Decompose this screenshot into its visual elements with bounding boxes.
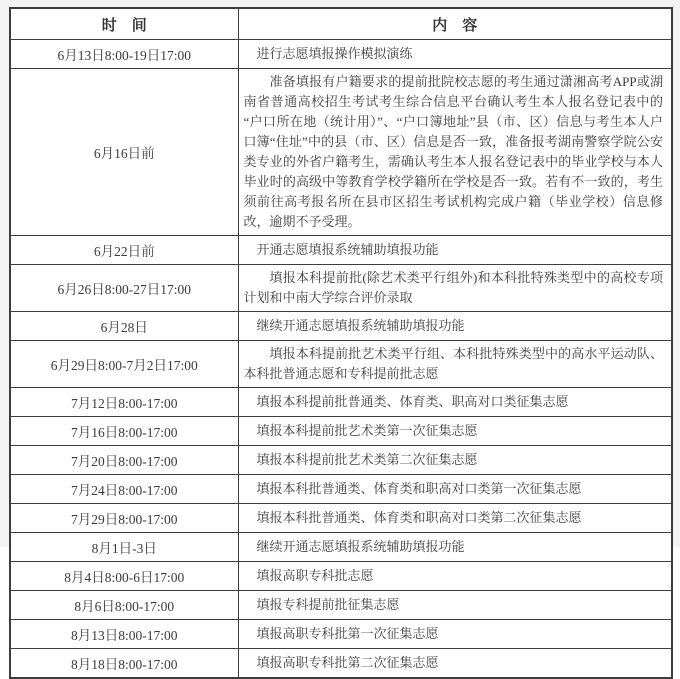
time-cell: 8月18日8:00-17:00 <box>10 649 238 679</box>
content-cell: 继续开通志愿填报系统辅助填报功能 <box>238 533 672 562</box>
time-cell: 7月24日8:00-17:00 <box>10 475 238 504</box>
time-cell: 8月6日8:00-17:00 <box>10 591 238 620</box>
content-cell: 填报专科提前批征集志愿 <box>238 591 672 620</box>
table-row <box>10 236 672 265</box>
column-header-time: 时 间 <box>10 8 238 40</box>
time-cell: 6月13日8:00-19日17:00 <box>10 40 238 69</box>
content-cell: 填报高职专科批第二次征集志愿 <box>238 649 672 679</box>
time-cell: 7月12日8:00-17:00 <box>10 388 238 417</box>
table-row <box>10 417 672 446</box>
table-row <box>10 562 672 591</box>
time-cell: 8月1日-3日 <box>10 533 238 562</box>
time-cell: 6月26日8:00-27日17:00 <box>10 265 238 312</box>
table-row <box>10 446 672 475</box>
time-cell: 7月20日8:00-17:00 <box>10 446 238 475</box>
table-row <box>10 69 672 236</box>
content-cell: 进行志愿填报操作模拟演练 <box>238 40 672 69</box>
table-row <box>10 388 672 417</box>
content-cell: 填报本科提前批普通类、体育类、职高对口类征集志愿 <box>238 388 672 417</box>
schedule-table <box>9 7 673 679</box>
table-row <box>10 341 672 388</box>
content-cell: 填报本科提前批艺术类第一次征集志愿 <box>238 417 672 446</box>
table-row <box>10 620 672 649</box>
header-row <box>10 8 672 40</box>
content-cell: 填报本科批普通类、体育类和职高对口类第二次征集志愿 <box>238 504 672 533</box>
time-cell: 6月28日 <box>10 312 238 341</box>
table-row <box>10 475 672 504</box>
table-row <box>10 649 672 679</box>
table-row <box>10 40 672 69</box>
content-cell: 填报高职专科批志愿 <box>238 562 672 591</box>
time-cell: 6月29日8:00-7月2日17:00 <box>10 341 238 388</box>
table-row <box>10 265 672 312</box>
content-cell: 继续开通志愿填报系统辅助填报功能 <box>238 312 672 341</box>
column-header-content: 内 容 <box>238 8 672 40</box>
table-row <box>10 504 672 533</box>
time-cell: 7月29日8:00-17:00 <box>10 504 238 533</box>
time-cell: 7月16日8:00-17:00 <box>10 417 238 446</box>
content-cell: 填报高职专科批第一次征集志愿 <box>238 620 672 649</box>
table-row <box>10 591 672 620</box>
content-cell: 填报本科批普通类、体育类和职高对口类第一次征集志愿 <box>238 475 672 504</box>
time-cell: 8月13日8:00-17:00 <box>10 620 238 649</box>
content-cell: 填报本科提前批艺术类第二次征集志愿 <box>238 446 672 475</box>
table-row <box>10 533 672 562</box>
time-cell: 6月16日前 <box>10 69 238 236</box>
content-cell: 开通志愿填报系统辅助填报功能 <box>238 236 672 265</box>
time-cell: 8月4日8:00-6日17:00 <box>10 562 238 591</box>
table-row <box>10 312 672 341</box>
content-cell: 填报本科提前批艺术类平行组、本科批特殊类型中的高水平运动队、本科批普通志愿和专科提前批志愿 <box>238 341 672 388</box>
table-body <box>10 40 672 679</box>
content-cell: 准备填报有户籍要求的提前批院校志愿的考生通过潇湘高考APP或湖南省普通高校招生考试考生综合信息平台确认考生本人报名登记表中的“户口所在地（统计用）”、“户口簿地址”县（市、区）信息与考生本人户口簿“住址”中的县（市、区）信息是否一致，准备报考湖南警察学院公安类专业的外省户籍考生，需确认考生本人报名登记表中的毕业学校与本人毕业时的高级中等教育学校学籍所在学校是否一致。若有不一致的，考生须前往高考报名所在县市区招生考试机构完成户籍（毕业学校）信息修改，逾期不予受理。 <box>238 69 672 236</box>
time-cell: 6月22日前 <box>10 236 238 265</box>
content-cell: 填报本科提前批(除艺术类平行组外)和本科批特殊类型中的高校专项计划和中南大学综合评价录取 <box>238 265 672 312</box>
